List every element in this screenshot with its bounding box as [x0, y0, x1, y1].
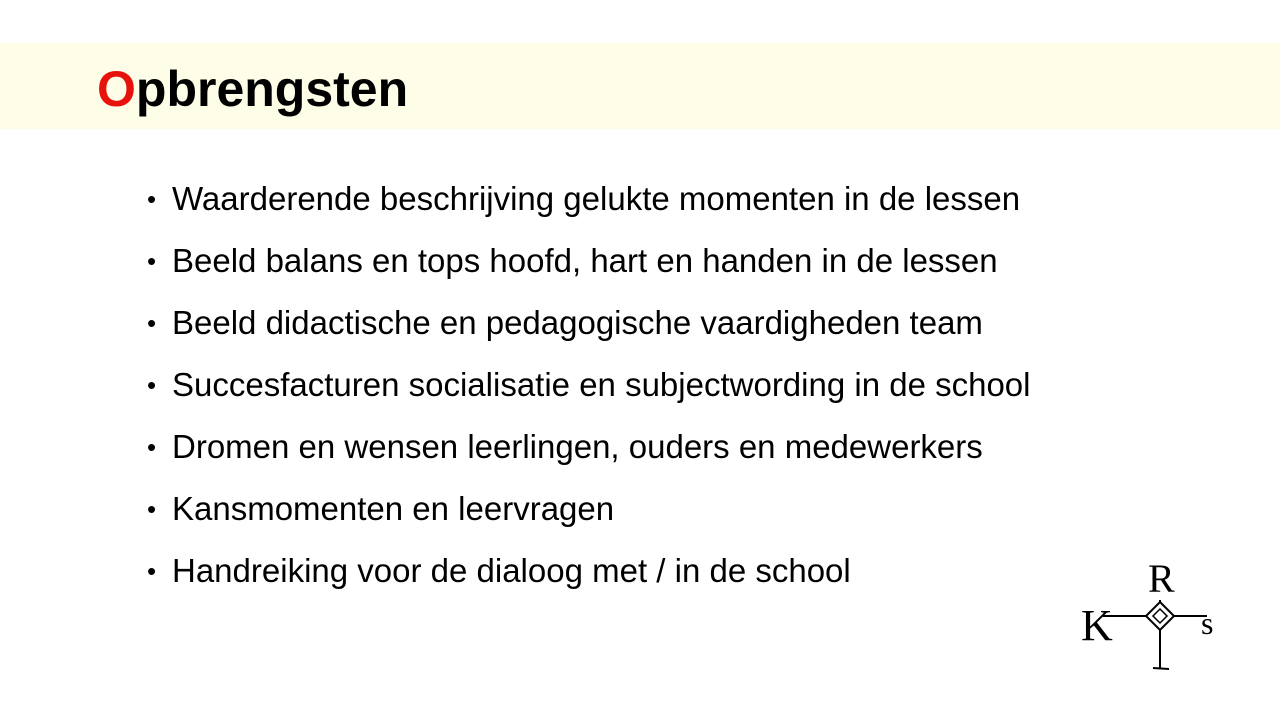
list-item-text: Beeld didactische en pedagogische vaardigheden team: [172, 304, 983, 341]
list-item: [147, 418, 1030, 480]
logo-letter-r: R: [1148, 556, 1175, 601]
logo-letter-s: s: [1201, 605, 1214, 641]
list-item: [147, 356, 1030, 418]
bullet-icon: •: [147, 432, 157, 462]
bullet-icon: •: [147, 308, 157, 338]
list-item: [147, 542, 1030, 604]
list-item-text: Kansmomenten en leervragen: [172, 490, 615, 527]
list-item-text: Dromen en wensen leerlingen, ouders en medewerkers: [172, 428, 983, 465]
list-item-text: Handreiking voor de dialoog met / in de school: [172, 552, 851, 589]
bullet-list: [147, 170, 1030, 604]
bullet-icon: •: [147, 246, 157, 276]
bullet-icon: •: [147, 494, 157, 524]
slide-title: [97, 58, 408, 120]
title-first-letter: O: [97, 61, 136, 117]
bullet-icon: •: [147, 184, 157, 214]
bullet-icon: •: [147, 556, 157, 586]
logo-letter-k: K: [1081, 601, 1113, 650]
list-item-text: Beeld balans en tops hoofd, hart en handen in de lessen: [172, 242, 998, 279]
bullet-icon: •: [147, 370, 157, 400]
list-item-text: Succesfacturen socialisatie en subjectwording in de school: [172, 366, 1031, 403]
list-item: [147, 294, 1030, 356]
title-rest: pbrengsten: [135, 61, 409, 117]
list-item-text: Waarderende beschrijving gelukte momenten in de lessen: [172, 180, 1021, 217]
krs-logo: [1075, 548, 1225, 676]
list-item: [147, 480, 1030, 542]
list-item: [147, 170, 1030, 232]
list-item: [147, 232, 1030, 294]
